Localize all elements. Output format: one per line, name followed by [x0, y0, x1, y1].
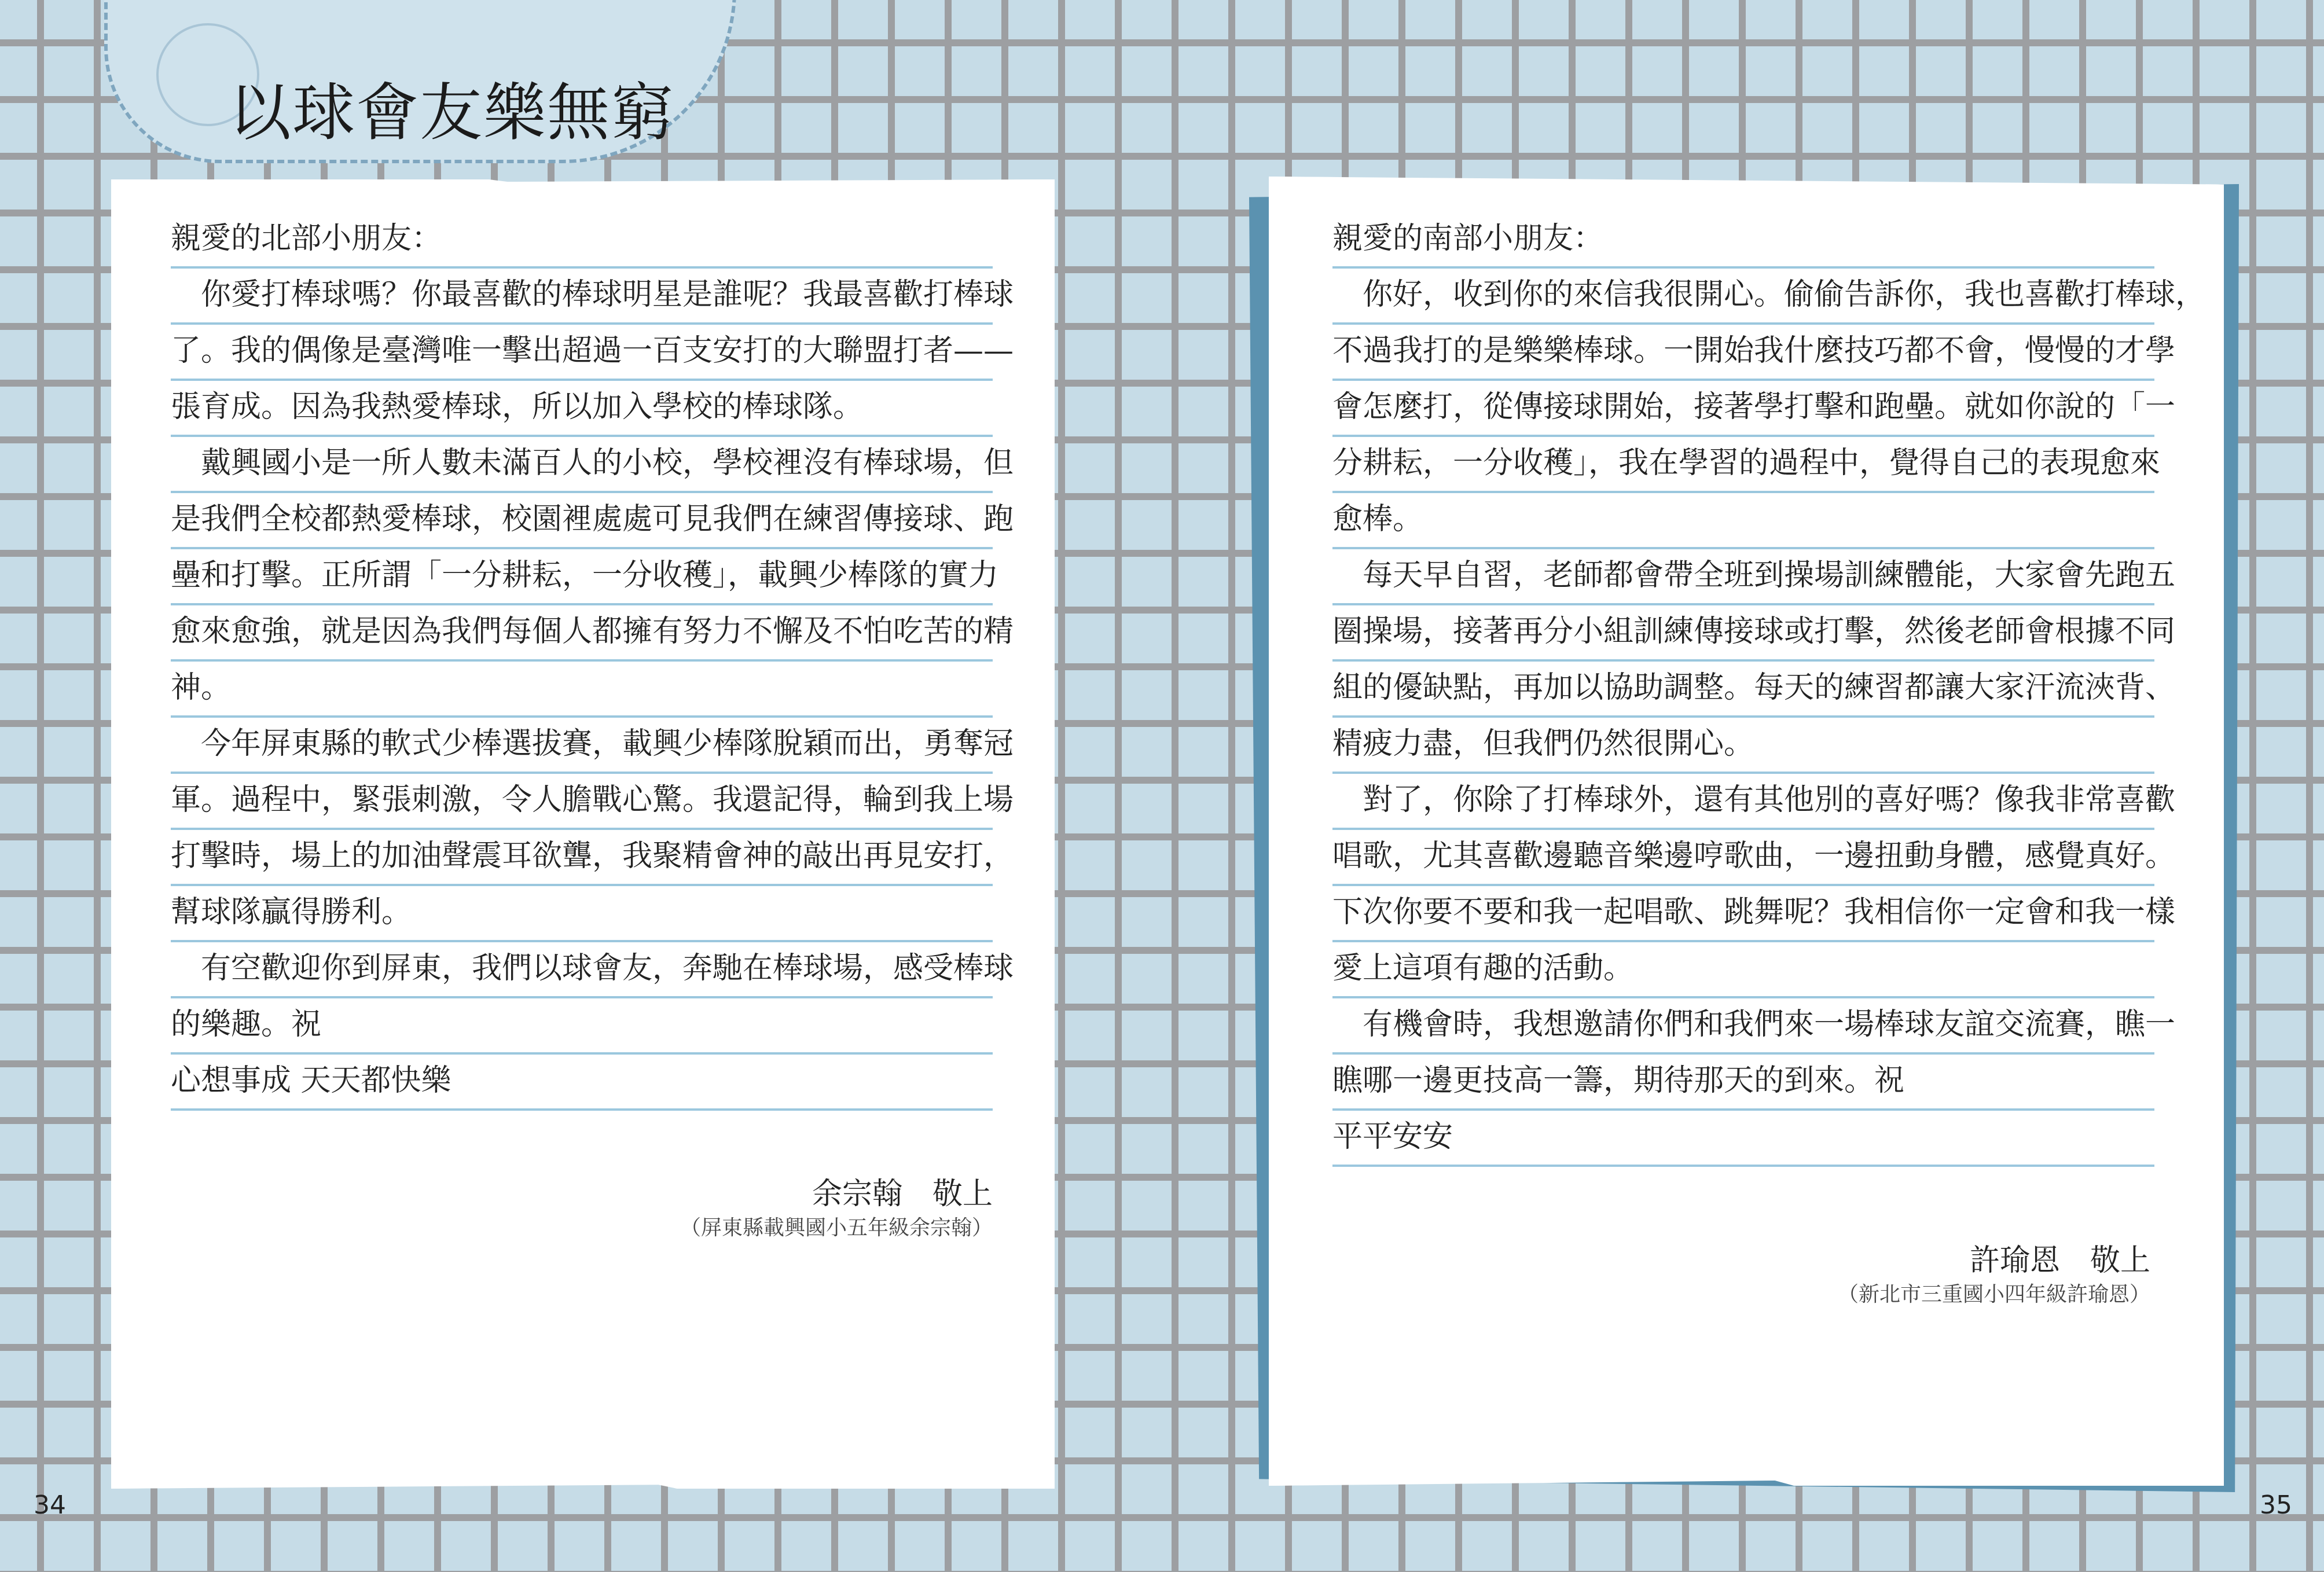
letter-line: 親愛的南部小朋友：: [1332, 211, 2154, 269]
letter-line: 每天早自習，老師都會帶全班到操場訓練體能，大家會先跑五: [1332, 548, 2154, 605]
letter-line: 會怎麼打，從傳接球開始，接著學打擊和跑壘。就如你說的「一: [1332, 380, 2154, 437]
letter-line: 心想事成 天天都快樂: [171, 1053, 993, 1111]
page-number-left: 34: [34, 1490, 66, 1520]
letter-line: 下次你要不要和我一起唱歌、跳舞呢？我相信你一定會和我一樣: [1332, 885, 2154, 942]
letter-line: 戴興國小是一所人數未滿百人的小校，學校裡沒有棒球場，但: [171, 436, 993, 493]
letter-line: 組的優缺點，再加以協助調整。每天的練習都讓大家汗流浹背、: [1332, 660, 2154, 718]
letter-line: 親愛的北部小朋友：: [171, 211, 993, 269]
letter-line: 分耕耘，一分收穫」，我在學習的過程中，覺得自己的表現愈來: [1332, 436, 2154, 493]
right-author-note: （新北市三重國小四年級許瑜恩）: [1837, 1283, 2150, 1306]
letter-line: 瞧哪一邊更技高一籌，期待那天的到來。祝: [1332, 1053, 2154, 1111]
letter-line: 精疲力盡，但我們仍然很開心。: [1332, 717, 2154, 774]
page-title: 以球會友樂無窮: [229, 77, 675, 149]
letter-line: 神。: [171, 660, 993, 718]
left-author-note: （屏東縣載興國小五年級余宗翰）: [680, 1216, 993, 1240]
letter-line: 愈棒。: [1332, 492, 2154, 549]
letter-line: 你好，收到你的來信我很開心。偷偷告訴你，我也喜歡打棒球，: [1332, 267, 2154, 325]
letter-line: 了。我的偶像是臺灣唯一擊出超過一百支安打的大聯盟打者——: [171, 324, 993, 381]
letter-line: 打擊時，場上的加油聲震耳欲聾，我聚精會神的敲出再見安打，: [171, 829, 993, 886]
left-signature: 余宗翰 敬上: [812, 1177, 993, 1211]
letter-line: 平平安安: [1332, 1110, 2154, 1167]
letter-line: 今年屏東縣的軟式少棒選拔賽，載興少棒隊脫穎而出，勇奪冠: [171, 717, 993, 774]
letter-line: 是我們全校都熱愛棒球，校園裡處處可見我們在練習傳接球、跑: [171, 492, 993, 549]
letter-line: 的樂趣。祝: [171, 997, 993, 1055]
letter-line: 愈來愈強，就是因為我們每個人都擁有努力不懈及不怕吃苦的精: [171, 604, 993, 662]
letter-line: 有空歡迎你到屏東，我們以球會友，奔馳在棒球場，感受棒球: [171, 941, 993, 998]
letter-line: 對了，你除了打棒球外，還有其他別的喜好嗎？像我非常喜歡: [1332, 773, 2154, 830]
letter-line: 張育成。因為我熱愛棒球，所以加入學校的棒球隊。: [171, 380, 993, 437]
letter-line: 圈操場，接著再分小組訓練傳接球或打擊，然後老師會根據不同: [1332, 604, 2154, 662]
letter-line: 你愛打棒球嗎？你最喜歡的棒球明星是誰呢？我最喜歡打棒球: [171, 267, 993, 325]
letter-line: 軍。過程中，緊張刺激，令人膽戰心驚。我還記得，輪到我上場: [171, 773, 993, 830]
letter-line: 有機會時，我想邀請你們和我們來一場棒球友誼交流賽，瞧一: [1332, 997, 2154, 1055]
letter-line: 愛上這項有趣的活動。: [1332, 941, 2154, 998]
letter-line: 幫球隊贏得勝利。: [171, 885, 993, 942]
right-signature: 許瑜恩 敬上: [1969, 1243, 2150, 1278]
page-number-right: 35: [2260, 1490, 2292, 1520]
letter-line: 不過我打的是樂樂棒球。一開始我什麼技巧都不會，慢慢的才學: [1332, 324, 2154, 381]
letter-line: 壘和打擊。正所謂「一分耕耘，一分收穫」，載興少棒隊的實力: [171, 548, 993, 605]
letter-line: 唱歌，尤其喜歡邊聽音樂邊哼歌曲，一邊扭動身體，感覺真好。: [1332, 829, 2154, 886]
